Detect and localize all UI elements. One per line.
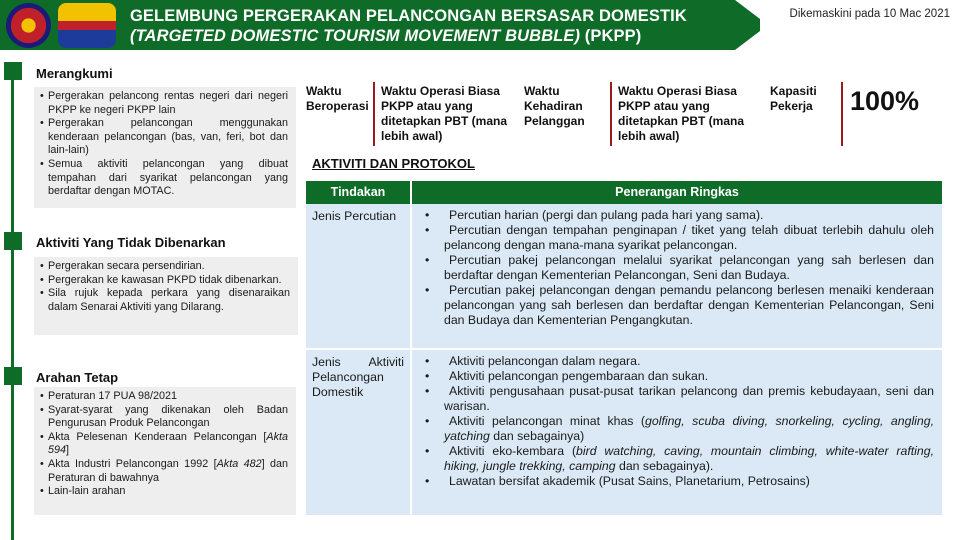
directive-item: • Syarat-syarat yang dikenakan oleh Badan Pengurusan Produk Pelancongan (40, 404, 288, 431)
description-item: • Percutian pakej pelancongan melalui syarikat pelancongan yang sah berlesen dan berdaftar dengan Kementerian Pelancongan, Seni dan Budaya. (420, 253, 934, 283)
row-description (412, 350, 942, 515)
operating-time-value: Waktu Operasi Biasa PKPP atau yang ditetapkan PBT (mana lebih awal) (381, 84, 508, 143)
capacity-value: 100% (850, 86, 920, 116)
police-logo-icon (6, 3, 51, 48)
capacity-label: Kapasiti Pekerja (770, 84, 817, 113)
description-item: • Lawatan bersifat akademik (Pusat Sains, Planetarium, Petrosains) (420, 474, 934, 489)
prohibited-panel (34, 257, 298, 335)
directive-item: • Akta Industri Pelancongan 1992 [Akta 482] dan Peraturan di bawahnya (40, 458, 288, 485)
row-description (412, 204, 942, 348)
description-item: • Aktiviti pelancongan dalam negara. (420, 354, 934, 369)
divider (841, 82, 843, 146)
prohibited-heading: Aktiviti Yang Tidak Dibenarkan (36, 235, 226, 250)
activities-title: AKTIVITI DAN PROTOKOL (312, 156, 475, 171)
summary-heading: Merangkumi (36, 66, 113, 81)
customer-time-label: Waktu Kehadiran Pelanggan (524, 84, 585, 128)
directive-item: • Akta Pelesenan Kenderaan Pelancongan [Akta 594] (40, 431, 288, 458)
description-item: • Percutian dengan tempahan penginapan / tiket yang telah dibuat terlebih dahulu oleh pelancong dengan mana-mana syarikat pelancongan. (420, 223, 934, 253)
directive-item: • Peraturan 17 PUA 98/2021 (40, 390, 288, 404)
divider (373, 82, 375, 146)
summary-item: • Pergerakan pelancong rentas negeri dari negeri PKPP ke negeri PKPP lain (40, 90, 288, 117)
table-row (306, 350, 942, 515)
directive-item: • Lain-lain arahan (40, 485, 288, 499)
description-item: • Aktiviti eko-kembara (bird watching, caving, mountain climbing, white-water rafting, hiking, jungle trekking, camping dan sebagainya). (420, 444, 934, 474)
summary-panel (34, 87, 296, 208)
column-header-action: Tindakan (306, 181, 412, 204)
section-marker-icon (4, 232, 22, 250)
page-subtitle: (TARGETED DOMESTIC TOURISM MOVEMENT BUBBLE) (PKPP) (130, 27, 642, 45)
page-title: GELEMBUNG PERGERAKAN PELANCONGAN BERSASAR DOMESTIK (130, 7, 687, 25)
row-action: Jenis Aktiviti Pelancongan Domestik (306, 350, 412, 515)
prohibited-item: • Pergerakan secara persendirian. (40, 260, 290, 274)
section-marker-icon (4, 62, 22, 80)
operating-time-label: Waktu Beroperasi (306, 84, 369, 113)
customer-time-value: Waktu Operasi Biasa PKPP atau yang ditetapkan PBT (mana lebih awal) (618, 84, 745, 143)
table-row (306, 204, 942, 350)
coat-of-arms-icon (58, 3, 116, 48)
directives-panel (34, 387, 296, 515)
section-marker-icon (4, 367, 22, 385)
description-item: • Aktiviti pengusahaan pusat-pusat tarikan pelancong dan premis kebudayaan, seni dan warisan. (420, 384, 934, 414)
description-item: • Percutian pakej pelancongan dengan pemandu pelancong berlesen menaiki kenderaan pelancongan yang sah berlesen dan berdaftar dengan Kementerian Pelancongan, Seni dan Budaya dan Kementerian Pengangkutan. (420, 283, 934, 328)
description-item: • Percutian harian (pergi dan pulang pada hari yang sama). (420, 208, 934, 223)
description-item: • Aktiviti pelancongan pengembaraan dan sukan. (420, 369, 934, 384)
column-header-description: Penerangan Ringkas (615, 185, 739, 199)
summary-item: • Semua aktiviti pelancongan yang dibuat tempahan dari syarikat pelancongan yang berdaftar dengan MOTAC. (40, 158, 288, 199)
updated-date: Dikemaskini pada 10 Mac 2021 (789, 8, 950, 20)
directives-heading: Arahan Tetap (36, 370, 119, 385)
summary-item: • Pergerakan pelancongan menggunakan kenderaan pelancongan (bas, van, feri, bot dan lain-lain) (40, 117, 288, 158)
table-header (306, 181, 942, 204)
timeline-line (11, 62, 14, 540)
prohibited-item: • Pergerakan ke kawasan PKPD tidak dibenarkan. (40, 274, 290, 288)
row-action: Jenis Percutian (306, 204, 412, 348)
activities-table (306, 181, 942, 515)
prohibited-item: • Sila rujuk kepada perkara yang disenaraikan dalam Senarai Aktiviti yang Dilarang. (40, 287, 290, 314)
divider (610, 82, 612, 146)
description-item: • Aktiviti pelancongan minat khas (golfing, scuba diving, snorkeling, cycling, angling, yatching dan sebagainya) (420, 414, 934, 444)
